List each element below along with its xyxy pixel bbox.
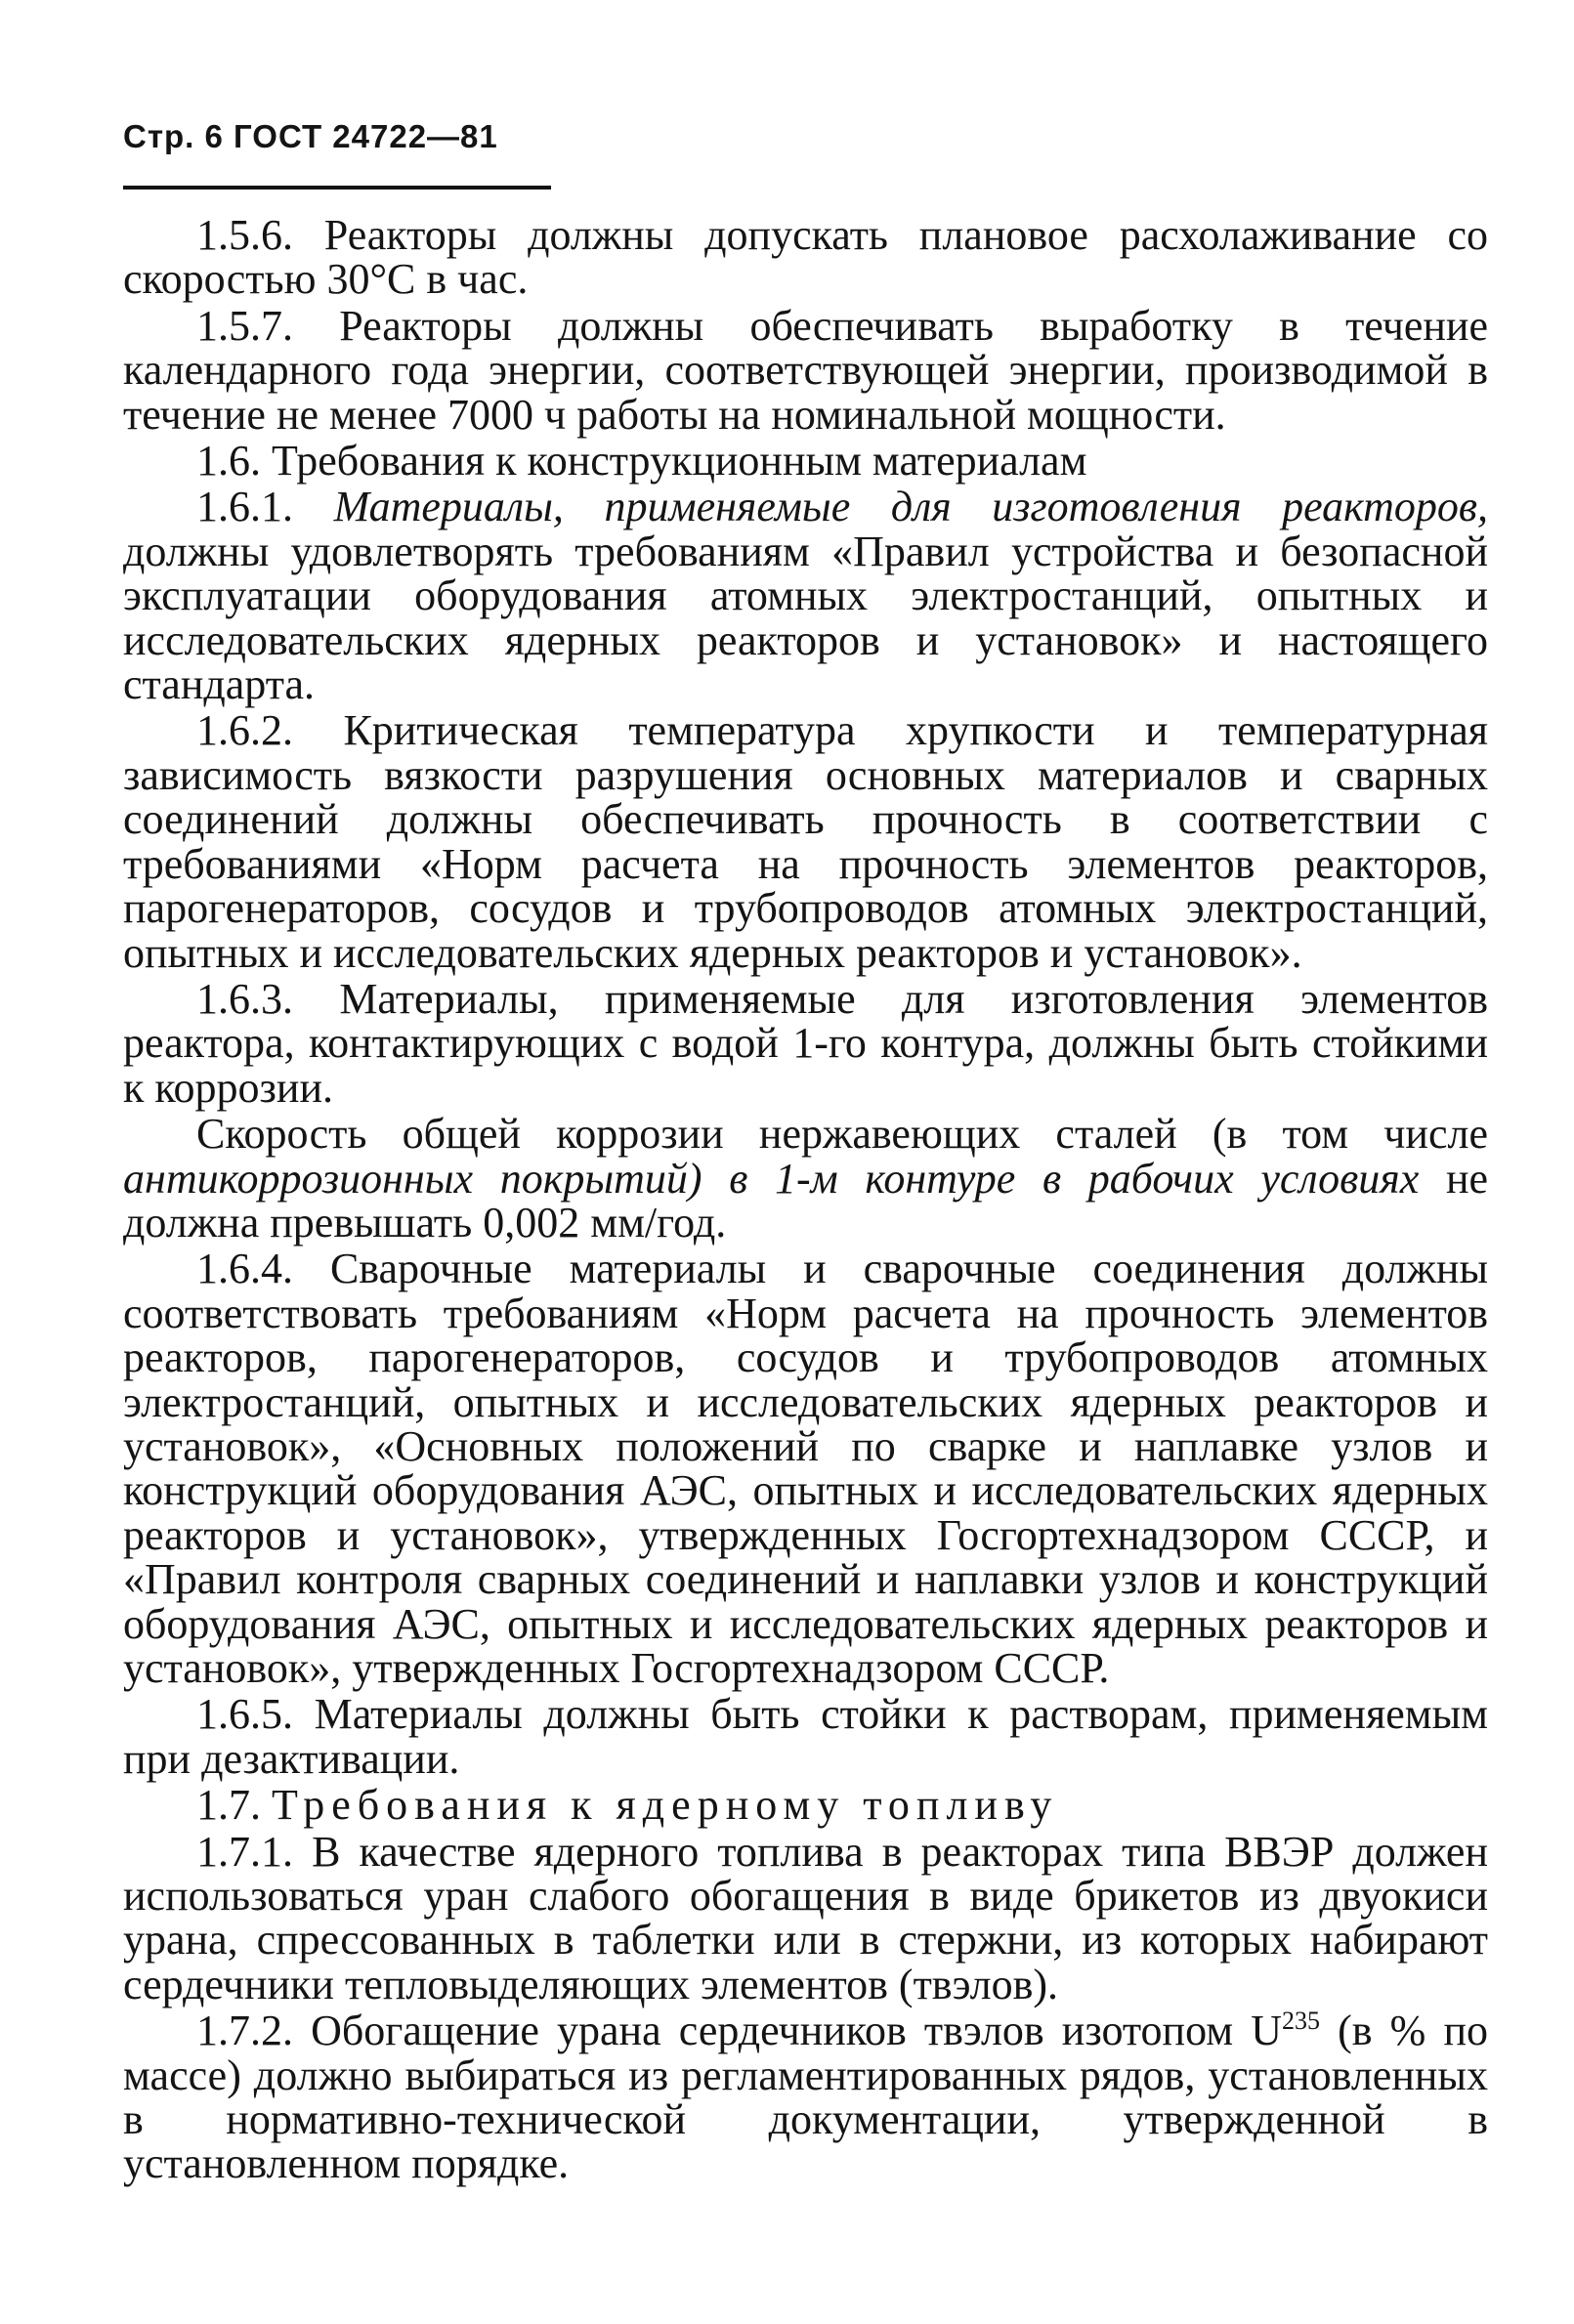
section-title: Требования к конструкционным материалам bbox=[272, 437, 1087, 486]
paragraph-text: Материалы, применяемые для изготовления элементов реактора, контактирующих с водой 1-го контура, должны быть стойкими к коррозии. bbox=[123, 974, 1488, 1112]
paragraph-text: Реакторы должны обеспечивать выработку в течение календарного года энергии, соответствующей энергии, производимой в течение не менее 7000 ч работы на номинальной мощности. bbox=[123, 301, 1489, 439]
paragraph-1-7-2 bbox=[123, 2008, 1488, 2186]
page-header bbox=[123, 115, 1488, 158]
paragraph-1-6-2 bbox=[123, 706, 1489, 977]
document-body bbox=[123, 213, 1488, 2186]
paragraph-1-6-1 bbox=[123, 483, 1489, 709]
clause-number: 1.6.5. bbox=[196, 1690, 293, 1739]
isotope-superscript: 235 bbox=[1282, 2007, 1320, 2036]
clause-number: 1.6. bbox=[196, 437, 261, 486]
clause-number: 1.6.3. bbox=[196, 974, 293, 1023]
clause-number: 1.7.2. bbox=[196, 2007, 293, 2055]
paragraph-text: должны удовлетворять требованиям «Правил устройства и безопасной эксплуатации оборудования атомных электростанций, опытных и исследовательских ядерных реакторов и установок» и настоящего стандарта. bbox=[123, 527, 1488, 709]
paragraph-corrosion-rate bbox=[123, 1112, 1488, 1245]
paragraph-text: Реакторы должны допускать плановое расхолаживание со скоростью 30°С в час. bbox=[123, 211, 1489, 304]
section-heading-1-6 bbox=[123, 437, 1488, 486]
clause-number: 1.6.1. bbox=[196, 483, 293, 531]
clause-number: 1.7. bbox=[196, 1781, 261, 1830]
paragraph-1-6-5 bbox=[123, 1692, 1488, 1781]
clause-number: 1.6.4. bbox=[196, 1245, 293, 1293]
paragraph-1-6-3 bbox=[123, 974, 1488, 1112]
paragraph-1-5-6 bbox=[123, 213, 1488, 302]
standard-designation: ГОСТ 24722—81 bbox=[234, 118, 498, 154]
clause-number: 1.6.2. bbox=[196, 706, 293, 755]
paragraph-text: Обогащение урана сердечников твэлов изотопом U bbox=[311, 2007, 1282, 2055]
header-divider bbox=[123, 186, 551, 190]
paragraph-text: Скорость общей коррозии нержавеющих сталей (в том числе bbox=[196, 1110, 1488, 1159]
italic-text: Материалы, применяемые для изготовления реакторов, bbox=[333, 483, 1489, 531]
clause-number: 1.7.1. bbox=[196, 1827, 293, 1876]
page-number: Стр. 6 bbox=[123, 118, 224, 154]
clause-number: 1.5.7. bbox=[196, 301, 293, 350]
paragraph-text: В качестве ядерного топлива в реакторах типа ВВЭР должен использоваться уран слабого обогащения в виде брикетов из двуокиси урана, спрессованных в таблетки или в стержни, из которых набирают сердечники тепловыделяющих элементов (твэлов). bbox=[123, 1827, 1489, 2008]
paragraph-text: Критическая температура хрупкости и температурная зависимость вязкости разрушения основных материалов и сварных соединений должны обеспечивать прочность в соответствии с требованиями «Норм расчета на прочность элементов реакторов, парогенераторов, сосудов и трубопроводов атомных электростанций, опытных и исследовательских ядерных реакторов и установок». bbox=[123, 706, 1489, 977]
paragraph-1-5-7 bbox=[123, 301, 1489, 439]
paragraph-text-end: не должна превышать 0,002 мм/год. bbox=[123, 1154, 1489, 1247]
paragraph-text-end: (в % по массе) должно выбираться из регламентированных рядов, установленных в нормативно-технической документации, утвержденной в установленном порядке. bbox=[123, 2007, 1488, 2188]
paragraph-1-7-1 bbox=[123, 1827, 1489, 2008]
paragraph-text: Материалы должны быть стойки к растворам, применяемым при дезактивации. bbox=[123, 1690, 1488, 1783]
section-heading-1-7 bbox=[123, 1781, 1488, 1830]
italic-text: антикоррозионных покрытий) в 1-м контуре в рабочих условиях bbox=[123, 1154, 1420, 1203]
section-title: Требования к ядерному топливу bbox=[272, 1781, 1059, 1830]
paragraph-1-6-4 bbox=[123, 1247, 1488, 1690]
clause-number: 1.5.6. bbox=[196, 211, 293, 259]
paragraph-text: Сварочные материалы и сварочные соединения должны соответствовать требованиям «Норм расчета на прочность элементов реакторов, парогенераторов, сосудов и трубопроводов атомных электростанций, опытных и исследовательских ядерных реакторов и установок», «Основных положений по сварке и наплавке узлов и конструкций оборудования АЭС, опытных и исследовательских ядерных реакторов и установок», утвержденных Госгортехнадзором СССР, и «Правил контроля сварных соединений и наплавки узлов и конструкций оборудования АЭС, опытных и исследовательских ядерных реакторов и установок», утвержденных Госгортехнадзором СССР. bbox=[123, 1245, 1489, 1692]
